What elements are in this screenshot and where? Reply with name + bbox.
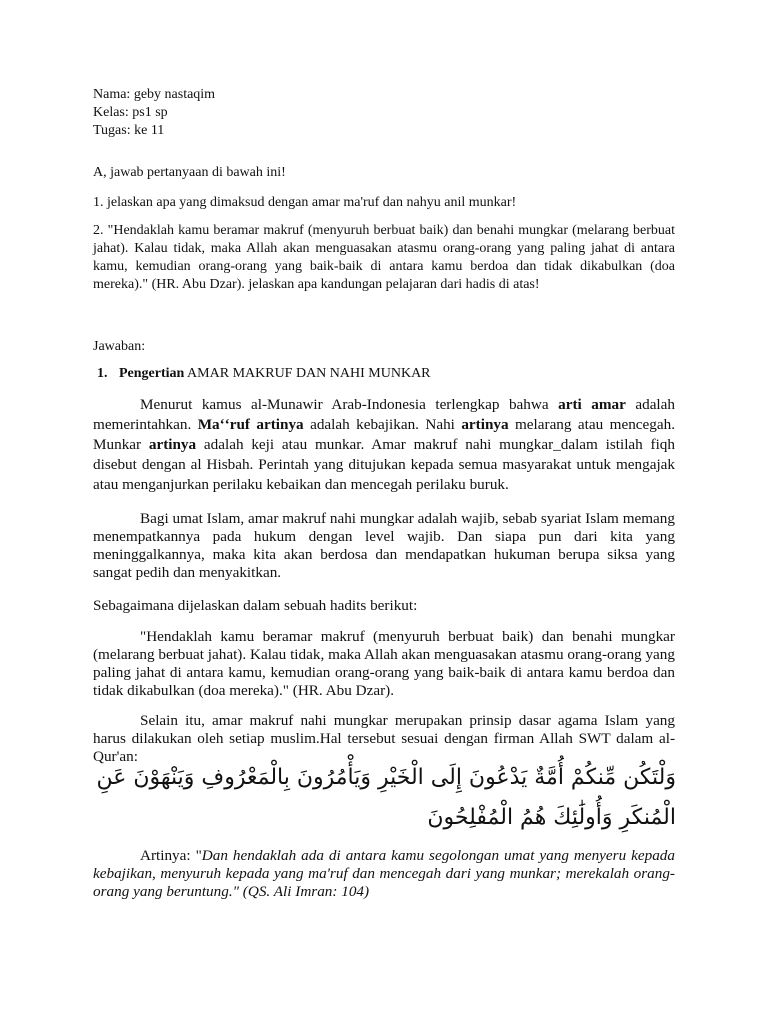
question-1: 1. jelaskan apa yang dimaksud dengan amar ma'ruf dan nahyu anil munkar! — [93, 195, 517, 210]
section-heading — [97, 366, 431, 382]
questions-intro: A, jawab pertanyaan di bawah ini! — [93, 165, 286, 180]
student-class: Kelas: ps1 sp — [93, 105, 168, 120]
section-heading-bold: Pengertian — [119, 366, 185, 381]
quran-verse-arabic: وَلْتَكُن مِّنكُمْ أُمَّةٌ يَدْعُونَ إِلَى الْخَيْرِ وَيَأْمُرُونَ بِالْمَعْرُوفِ وَيَنْهَوْنَ عَنِ الْمُنكَرِ وَأُولَٰئِكَ هُمُ الْمُفْلِحُونَ — [96, 765, 676, 830]
paragraph-definition: Menurut kamus al-Munawir Arab-Indonesia terlengkap bahwa arti amar adalah memerintahkan. Maʻʻruf artinya adalah kebajikan. Nahi artinya melarang atau mencegah. Munkar artinya adalah keji atau munkar. Amar makruf nahi mungkar_dalam istilah fiqh disebut dengan al Hisbah. Perintah yang ditujukan kepada semua masyarakat untuk mengajak atau menganjurkan perilaku kebaikan dan mencegah perilaku buruk. — [93, 396, 675, 493]
assignment-number: Tugas: ke 11 — [93, 123, 165, 138]
paragraph-obligation: Bagi umat Islam, amar makruf nahi mungkar adalah wajib, sebab syariat Islam memang menempatkannya pada hukum dengan level wajib. Dan siapa pun dari kita yang meninggalkannya, maka kita akan berdosa dan mendapatkan hukuman berupa siksa yang sangat pedih dan menyakitkan. — [93, 510, 675, 581]
quran-verse-translation: Artinya: "Dan hendaklah ada di antara kamu segolongan umat yang menyeru kepada kebajikan, menyuruh kepada yang ma'ruf dan mencegah dari yang munkar; merekalah orang-orang yang beruntung." (QS. Ali Imran: 104) — [93, 847, 675, 900]
paragraph-principle: Selain itu, amar makruf nahi mungkar merupakan prinsip dasar agama Islam yang harus dilakukan oleh setiap muslim.Hal tersebut sesuai dengan firman Allah SWT dalam al-Qur'an: — [93, 712, 675, 765]
question-2: 2. "Hendaklah kamu beramar makruf (menyuruh berbuat baik) dan benahi mungkar (melarang berbuat jahat). Kalau tidak, maka Allah akan menguasakan atasmu orang-orang yang paling jahat di antara kamu, kemudian orang-orang yang baik-baik di antara kamu berdoa dan tidak dikabulkan (doa mereka)." (HR. Abu Dzar). jelaskan apa kandungan pelajaran dari hadis di atas! — [93, 223, 675, 292]
section-number: 1. — [97, 366, 108, 381]
student-info — [93, 86, 675, 140]
paragraph-hadith: "Hendaklah kamu beramar makruf (menyuruh berbuat baik) dan benahi mungkar (melarang berbuat jahat). Kalau tidak, maka Allah akan menguasakan atasmu orang-orang yang paling jahat di antara kamu, kemudian orang-orang yang baik-baik di antara kamu berdoa dan tidak dikabulkan (doa mereka)." (HR. Abu Dzar). — [93, 628, 675, 699]
student-name: Nama: geby nastaqim — [93, 87, 216, 102]
answer-label: Jawaban: — [93, 339, 146, 354]
paragraph-hadith-intro: Sebagaimana dijelaskan dalam sebuah hadits berikut: — [93, 597, 418, 614]
section-heading-text: AMAR MAKRUF DAN NAHI MUNKAR — [184, 366, 431, 381]
